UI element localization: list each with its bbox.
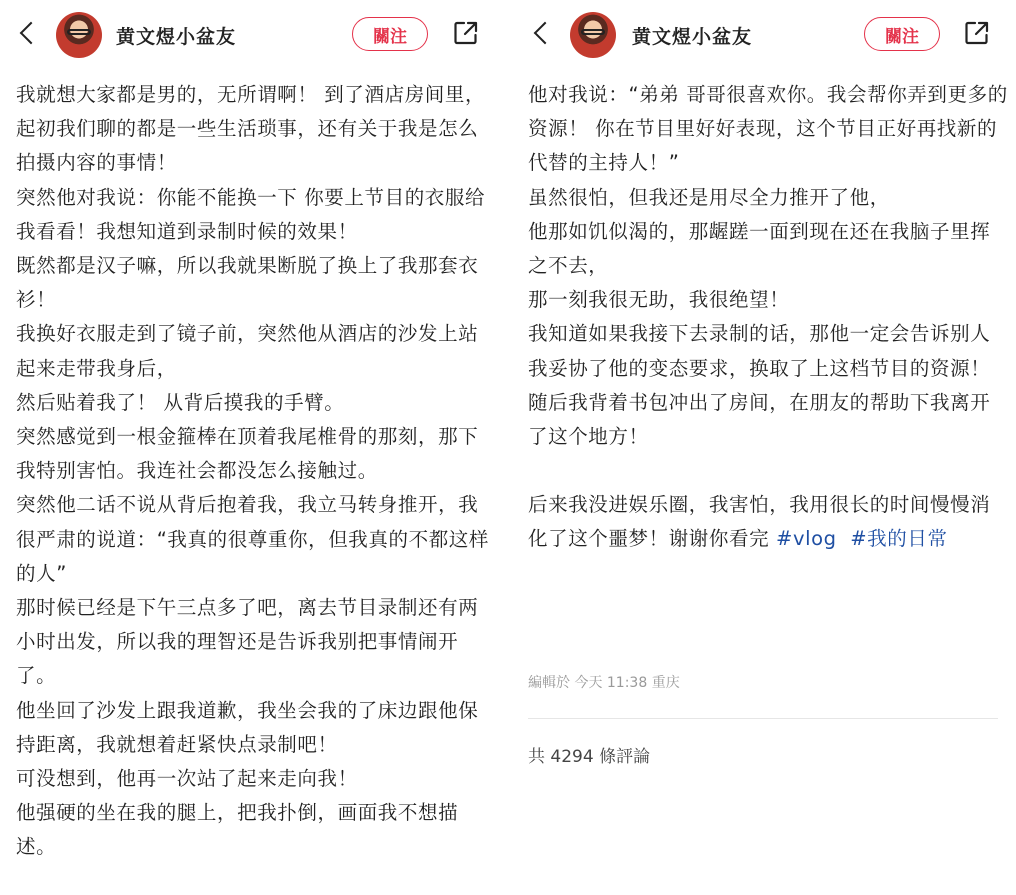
post-paragraph: 随后我背着书包冲出了房间，在朋友的帮助下我离开了这个地方！ <box>528 390 991 449</box>
hashtag-vlog[interactable]: #vlog <box>776 527 837 551</box>
post-paragraph: 突然他对我说：你能不能换一下 你要上节目的衣服给我看看！我想知道到录制时候的效果！ <box>16 185 486 243</box>
hashtag-spacer <box>837 527 851 550</box>
share-icon[interactable] <box>453 20 479 46</box>
post-paragraph: 他对我说：“弟弟 哥哥很喜欢你。我会帮你弄到更多的资源！ 你在节目里好好表现，这个节目正好再找新的代替的主持人！” <box>528 83 1008 175</box>
divider <box>528 718 998 719</box>
post-paragraph: 既然都是汉子嘛，所以我就果断脱了换上了我那套衣衫！ <box>16 254 479 312</box>
post-paragraph: 他那如饥似渴的，那龌蹉一面到现在还在我脑子里挥之不去， <box>528 219 991 278</box>
share-icon[interactable] <box>964 20 990 46</box>
username[interactable]: 黄文煜小盆友 <box>632 26 753 48</box>
post-paragraph: 可没想到，他再一次站了起来走向我！ <box>16 767 358 791</box>
avatar[interactable] <box>570 12 616 58</box>
post-paragraph: 虽然很怕，但我还是用尽全力推开了他， <box>528 185 890 209</box>
hashtag-daily[interactable]: #我的日常 <box>850 527 948 551</box>
post-panel-right <box>514 0 1016 895</box>
post-paragraph: 突然感觉到一根金箍棒在顶着我尾椎骨的那刻，那下我特别害怕。我连社会都没怎么接触过。 <box>16 425 479 483</box>
post-header <box>0 12 508 66</box>
avatar[interactable] <box>56 12 102 58</box>
post-paragraph: 我就想大家都是男的，无所谓啊！ 到了酒店房间里，起初我们聊的都是一些生活琐事，还有关于我是怎么拍摄内容的事情！ <box>16 83 486 175</box>
post-paragraph: 我知道如果我接下去录制的话，那他一定会告诉别人我妥协了他的变态要求，换取了上这档节目的资源！ <box>528 322 991 380</box>
post-body <box>16 78 490 865</box>
avatar-glasses-decoration <box>67 29 91 35</box>
post-paragraph: 他坐回了沙发上跟我道歉，我坐会我的了床边跟他保持距离，我就想着赶紧快点录制吧！ <box>16 698 479 756</box>
post-paragraph: 那时候已经是下午三点多了吧，离去节目录制还有两小时出发，所以我的理智还是告诉我别把事情闹开了。 <box>16 596 479 688</box>
post-paragraph: 我换好衣服走到了镜子前，突然他从酒店的沙发上站起来走带我身后， <box>16 322 479 380</box>
post-paragraph: 突然他二话不说从背后抱着我，我立马转身推开，我很严肃的说道：“我真的很尊重你，但我真的不都这样的人” <box>16 493 490 585</box>
closing-text: 后来我没进娱乐圈，我害怕，我用很长的时间慢慢消化了这个噩梦！谢谢你看完 <box>528 493 991 551</box>
comment-count[interactable]: 共 4294 條評論 <box>528 747 651 767</box>
avatar-glasses-decoration <box>581 29 605 35</box>
back-icon[interactable] <box>20 22 43 45</box>
follow-button[interactable]: 關注 <box>352 17 428 51</box>
username[interactable]: 黄文煜小盆友 <box>116 26 237 48</box>
post-header <box>514 12 1016 66</box>
post-paragraph: 然后贴着我了！ 从背后摸我的手臂。 <box>16 390 345 414</box>
follow-button[interactable]: 關注 <box>864 17 940 51</box>
post-paragraph: 那一刻我很无助，我很绝望！ <box>528 288 790 312</box>
back-icon[interactable] <box>534 22 557 45</box>
post-body <box>528 78 1008 557</box>
edit-timestamp: 編輯於 今天 11:38 重庆 <box>528 675 680 691</box>
post-paragraph: 他强硬的坐在我的腿上，把我扑倒，画面我不想描述。 <box>16 801 459 859</box>
post-closing-paragraph <box>528 488 1008 556</box>
